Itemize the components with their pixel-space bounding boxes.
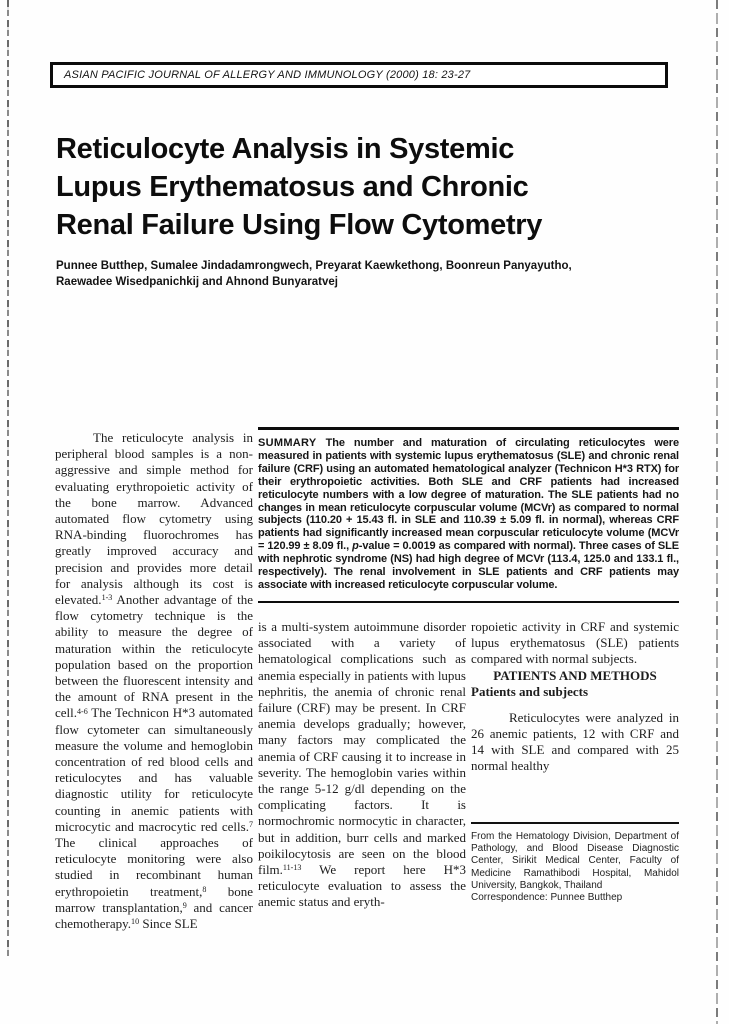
affiliation-text: From the Hematology Division, Department of Pathology, and Blood Disease Diagnostic Center, Sirikit Medical Center, Faculty of Medicine Ramathibodi Hospital, Mahidol University, Bangkok, Thailand (471, 831, 679, 891)
column-right (471, 619, 679, 774)
author-list (56, 259, 671, 290)
journal-header-text: ASIAN PACIFIC JOURNAL OF ALLERGY AND IMMUNOLOGY (2000) 18: 23-27 (64, 69, 471, 81)
methods-paragraph: Reticulocytes were analyzed in 26 anemic patients, 12 with CRF and 14 with SLE and compared with 25 normal healthy (471, 709, 679, 774)
correspondence-text: Correspondence: Punnee Butthep (471, 892, 623, 904)
title-line-2: Lupus Erythematosus and Chronic (56, 171, 529, 203)
intro-column-left (55, 430, 253, 932)
intro-paragraph-right: ropoietic activity in CRF and systemic lupus erythematosus (SLE) patients compared with normal subjects. (471, 619, 679, 667)
paper-title (56, 130, 681, 244)
intro-column-middle (258, 619, 466, 911)
footnote-block (471, 822, 679, 904)
section-heading-patients-and-methods: PATIENTS AND METHODS (493, 667, 657, 683)
right-scan-artifact (716, 0, 718, 1024)
intro-paragraph-middle: is a multi-system autoimmune disorder associated with a variety of hematological complications such as anemia especially in patients with lupus nephritis, the anemia of chronic renal failure (CRF) may be present. In CRF anemia develops gradually; however, many factors may complicated the anemia of CRF causing it to increase in severity. The hemoglobin varies within the range 5-12 g/dl depending on the complicating factors. It is normochromic normocytic in character, but in addition, burr cells and marked poikilocytosis are seen on the blood film.$^{11-13}$ We report here H*3 reticulocyte evaluation to assess the anemic status and eryth- (258, 619, 466, 910)
intro-paragraph-left: The reticulocyte analysis in peripheral blood samples is a non-aggressive and simple method for evaluating erythropoietic activity of the bone marrow. Advanced automated flow cytometry using RNA-binding fluorochromes has greatly improved accuracy and precision and provides more detail for analysis although its cost is elevated.$^{1-3}$ Another advantage of the flow cytometry technique is the ability to measure the degree of maturation within the reticulocyte population based on the proportion between the fluorescent intensity and the amount of RNA present in the cell.$^{4-6}$ The Technicon H*3 automated flow cytometer can simultaneously measure the volume and hemoglobin concentration of red blood cells and reticulocytes and has valuable diagnostic utility for reticulocyte counting in anemic patients with microcytic and macrocytic red cells.$^7$ The clinical approaches of reticulocyte monitoring were also studied in recombinant human erythropoietin treatment,$^8$ bone marrow transplantation,$^9$ and cancer chemotherapy.$^{10}$ Since SLE (55, 430, 253, 932)
author-line-1: Punnee Butthep, Sumalee Jindadamrongwech, Preyarat Kaewkethong, Boonreun Panyayutho, (56, 260, 572, 272)
journal-header-box (50, 62, 668, 88)
author-line-2: Raewadee Wisedpanichkij and Ahnond Bunyaratvej (56, 275, 338, 288)
summary-text: The number and maturation of circulating reticulocytes were measured in patients with systemic lupus erythematosus (SLE) and chronic renal failure (CRF) using an automated hematological analyzer (Technicon H*3 RTX) for their erythropoietic activities. Both SLE and CRF patients had increased reticulocyte numbers with a low degree of maturation. The SLE patients had no changes in mean reticulocyte corpuscular volume (MCVr) as compared to normal subjects (110.20 + 15.43 fl. in SLE and 110.39 ± 5.09 fl. in normal), whereas CRF patients had significantly increased mean corpuscular reticulocyte volume (MCVr = 120.99 ± 8.09 fl., p-value = 0.0019 as compared with normal). Three cases of SLE with nephrotic syndrome (NS) had high degree of MCVr (113.4, 125.0 and 133.1 fl., respectively). The renal involvement in SLE patients and CRF patients may associate with increased reticulocyte corpuscular volume. (258, 437, 680, 591)
left-scan-artifact (7, 0, 9, 960)
summary-label: SUMMARY (258, 437, 317, 449)
title-line-1: Reticulocyte Analysis in Systemic (56, 133, 515, 165)
summary-box (258, 427, 679, 603)
subsection-heading-patients-and-subjects: Patients and subjects (471, 683, 589, 699)
title-line-3: Renal Failure Using Flow Cytometry (56, 209, 543, 241)
